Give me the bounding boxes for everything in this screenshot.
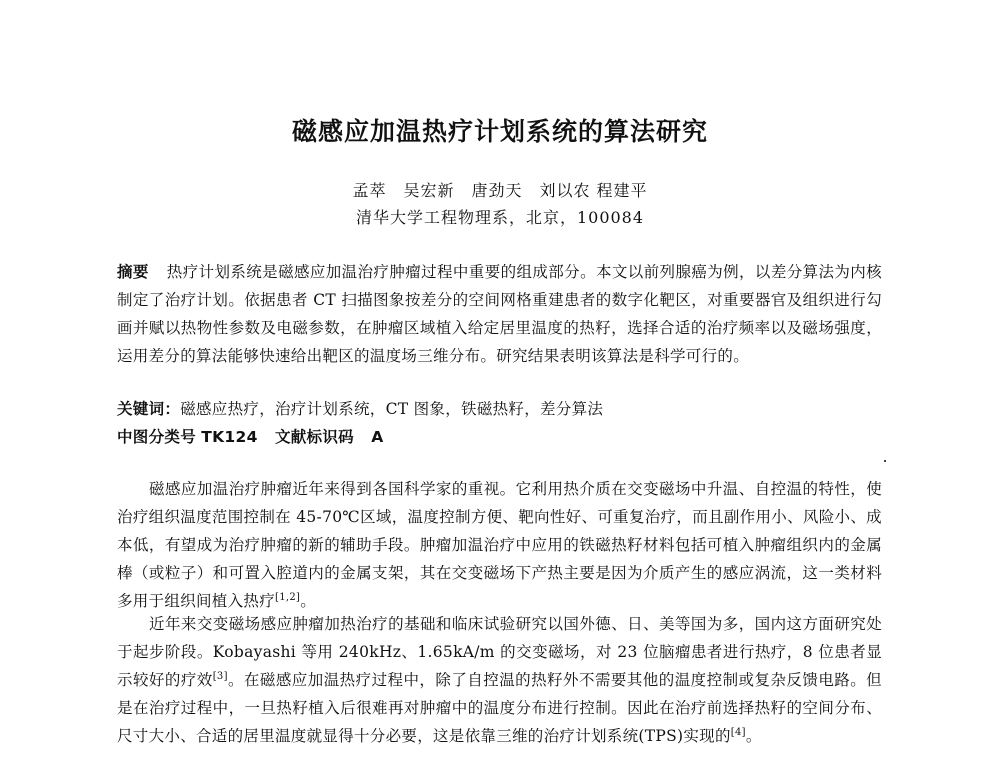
keywords bbox=[117, 395, 882, 423]
para2-text-c: 。 bbox=[745, 727, 762, 745]
doc-code-value: A bbox=[371, 428, 384, 446]
para2-text-b: 。在磁感应加温热疗过程中，除了自控温的热籽外不需要其他的温度控制或复杂反馈电路。但是在治疗过程中，一旦热籽植入后很难再对肿瘤中的温度分布进行控制。因此在治疗前选择热籽的空间分布、尺寸大小、合适的居里温度就显得十分必要，这是依靠三维的治疗计划系统(TPS)实现的 bbox=[117, 671, 882, 745]
para2-citation-1: [3] bbox=[212, 670, 228, 682]
classification-line bbox=[117, 423, 882, 451]
scan-dot bbox=[884, 460, 886, 462]
para1-end: 。 bbox=[300, 592, 317, 610]
paper-title: 磁感应加温热疗计划系统的算法研究 bbox=[291, 117, 708, 146]
abstract-text: 热疗计划系统是磁感应加温治疗肿瘤过程中重要的组成部分。本文以前列腺癌为例，以差分算法为内核制定了治疗计划。依据患者 CT 扫描图象按差分的空间网格重建患者的数字化靶区，对重要器官及组织进行勾画并赋以热物性参数及电磁参数，在肿瘤区域植入给定居里温度的热籽，选择合适的治疗频率以及磁场强度，运用差分的算法能够快速给出靶区的温度场三维分布。研究结果表明该算法是科学可行的。 bbox=[117, 263, 882, 365]
para1-citation: [1,2] bbox=[275, 591, 301, 603]
keywords-label: 关键词： bbox=[117, 400, 181, 418]
clc-value: TK124 bbox=[201, 428, 258, 446]
body-paragraph-2 bbox=[117, 610, 882, 750]
doc-code-label: 文献标识码 bbox=[274, 428, 354, 446]
body-paragraph-1 bbox=[117, 475, 882, 615]
para1-text: 磁感应加温治疗肿瘤近年来得到各国科学家的重视。它利用热介质在交变磁场中升温、自控温的特性，使治疗组织温度范围控制在 45-70℃区域，温度控制方便、靶向性好、可重复治疗，而且副作用小、风险小、成本低，有望成为治疗肿瘤的新的辅助手段。肿瘤加温治疗中应用的铁磁热籽材料包括可植入肿瘤组织内的金属棒（或粒子）和可置入腔道内的金属支架，其在交变磁场下产热主要是因为介质产生的感应涡流，这一类材料多用于组织间植入热疗 bbox=[117, 480, 882, 610]
abstract-label: 摘要 bbox=[117, 263, 149, 281]
para2-citation-2: [4] bbox=[730, 726, 746, 738]
affiliation: 清华大学工程物理系，北京，100084 bbox=[355, 208, 645, 227]
clc-label: 中图分类号 bbox=[117, 428, 197, 446]
keywords-text: 磁感应热疗，治疗计划系统，CT 图象，铁磁热籽，差分算法 bbox=[180, 400, 604, 418]
abstract bbox=[117, 258, 882, 370]
author-list: 孟萃 吴宏新 唐劲天 刘以农 程建平 bbox=[352, 181, 648, 200]
para2-text-a: 近年来交变磁场感应肿瘤加热治疗的基础和临床试验研究以国外德、日、美等国为多，国内这方面研究处于起步阶段。Kobayashi 等用 240kHz、1.65kA/m 的交变磁场，对 23 位脑瘤患者进行热疗，8 位患者显示较好的疗效 bbox=[117, 615, 882, 689]
